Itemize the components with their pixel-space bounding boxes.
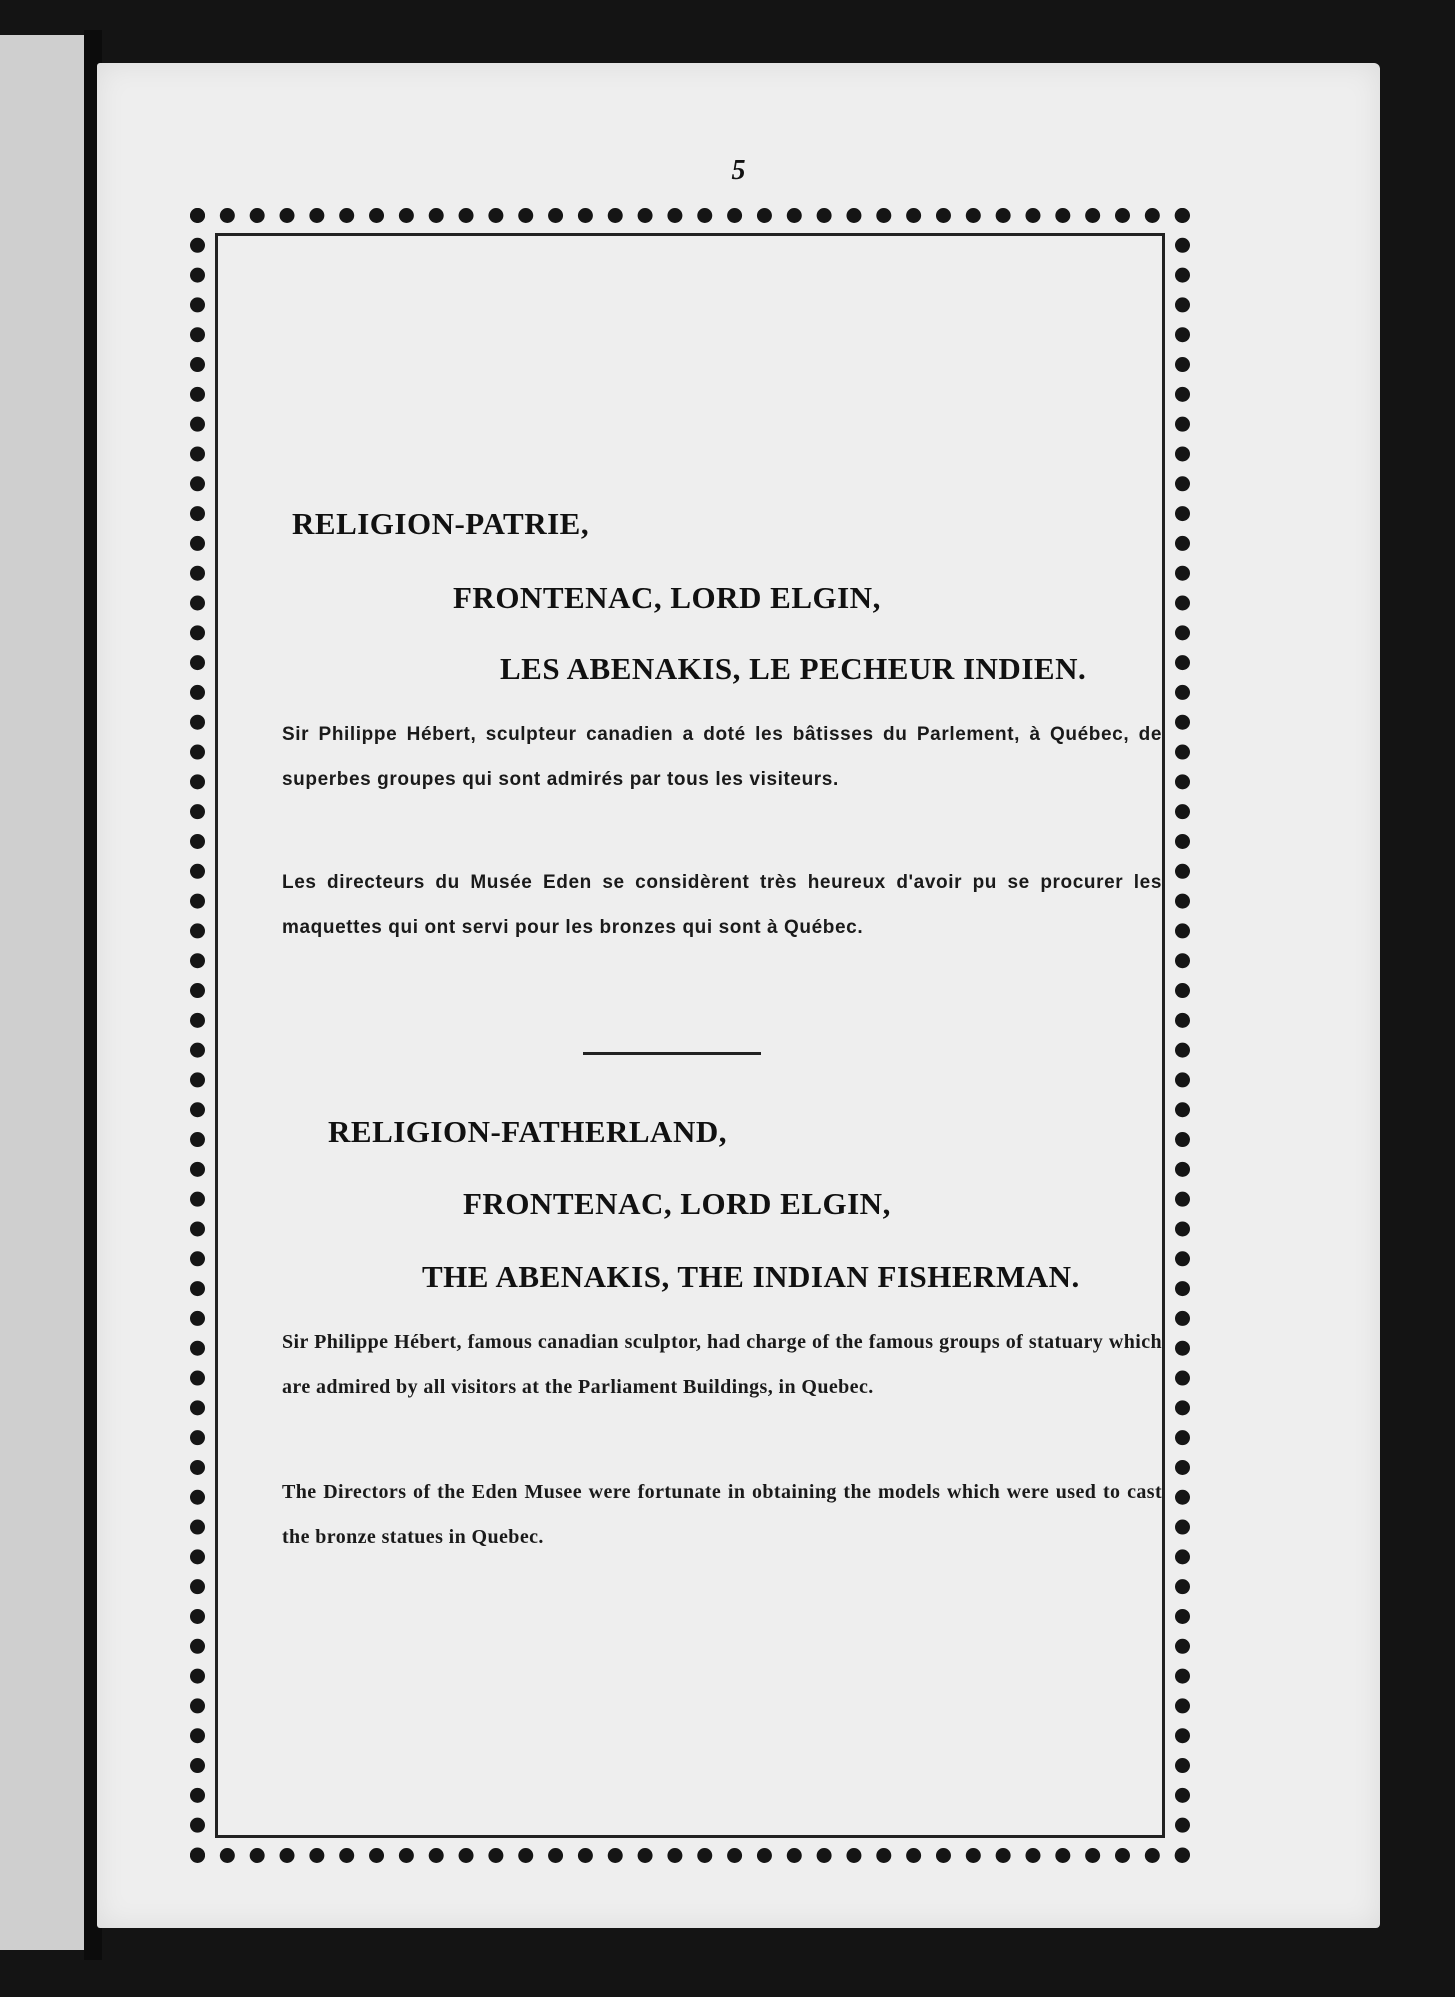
facing-page-edge — [0, 35, 84, 1950]
decorative-border-inner — [215, 233, 1165, 1838]
french-paragraph-1: Sir Philippe Hébert, sculpteur canadien a doté les bâtisses du Parlement, à Québec, de superbes groupes qui sont admirés par tous les visiteurs. — [282, 724, 1162, 790]
decorative-border — [190, 208, 1190, 1863]
english-paragraph-1: Sir Philippe Hébert, famous canadian sculptor, had charge of the famous groups of statuary which are admired by all visitors at the Parliament Buildings, in Quebec. — [282, 1331, 1162, 1398]
section-divider — [583, 1052, 761, 1055]
english-heading-line2: FRONTENAC, LORD ELGIN, — [463, 1186, 891, 1221]
english-heading-line3: THE ABENAKIS, THE INDIAN FISHERMAN. — [422, 1259, 1080, 1294]
english-paragraph-2: The Directors of the Eden Musee were fortunate in obtaining the models which were used to cast the bronze statues in Quebec. — [282, 1481, 1162, 1548]
french-heading-line1: RELIGION-PATRIE, — [292, 506, 590, 541]
french-heading-line3: LES ABENAKIS, LE PECHEUR INDIEN. — [500, 651, 1087, 686]
french-paragraph-2: Les directeurs du Musée Eden se considèrent très heureux d'avoir pu se procurer les maquettes qui ont servi pour les bronzes qui sont à Québec. — [282, 872, 1162, 938]
page-number: 5 — [731, 155, 746, 186]
english-heading-line1: RELIGION-FATHERLAND, — [328, 1114, 727, 1149]
document-page — [97, 63, 1380, 1928]
french-heading-line2: FRONTENAC, LORD ELGIN, — [453, 580, 881, 615]
